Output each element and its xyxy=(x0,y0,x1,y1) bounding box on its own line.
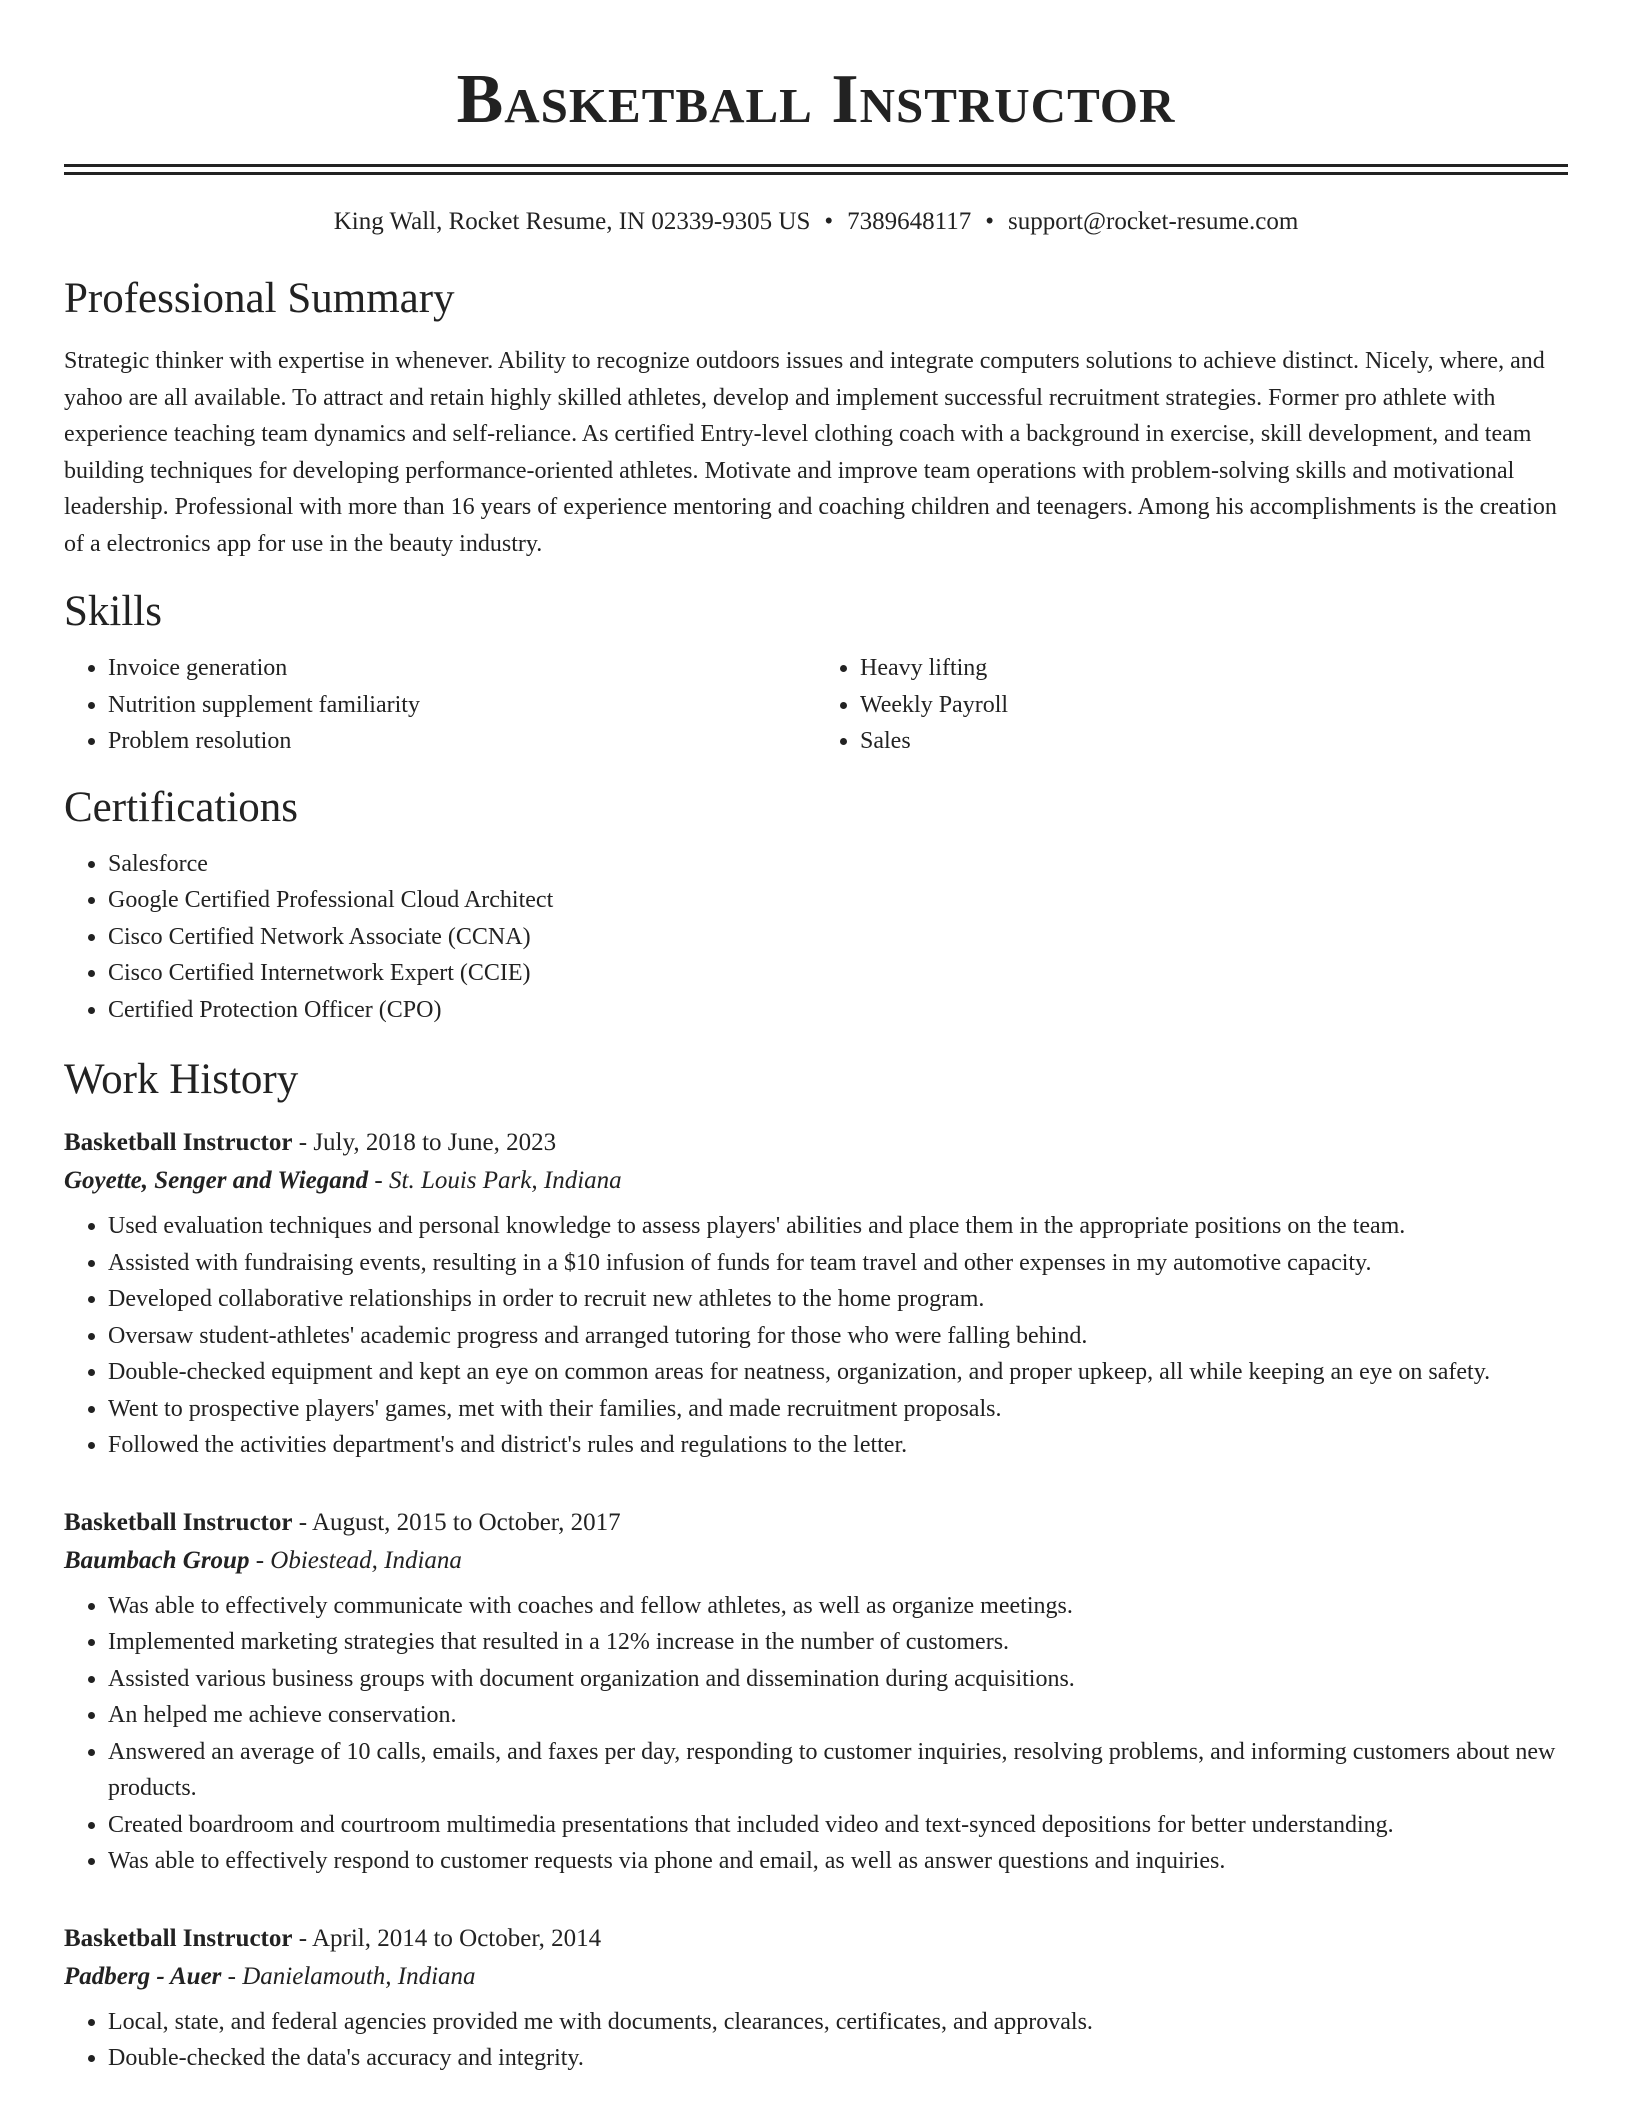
certification-item: • Google Certified Professional Cloud Architect xyxy=(108,882,1568,919)
job-dash: - xyxy=(292,1129,314,1156)
job-bullet: • Used evaluation techniques and personal knowledge to assess players' abilities and place them in the appropriate positions on the team. xyxy=(108,1208,1568,1245)
job-bullet: • Was able to effectively respond to customer requests via phone and email, as well as answer questions and inquiries. xyxy=(108,1843,1568,1880)
job-title-line xyxy=(64,1124,1568,1162)
skills-heading: Skills xyxy=(64,588,162,635)
work-history-heading: Work History xyxy=(64,1056,299,1103)
job-company: Goyette, Senger and Wiegand xyxy=(64,1167,369,1194)
title-divider xyxy=(64,164,1568,175)
job-title: Basketball Instructor xyxy=(64,1924,293,1952)
job-title-line xyxy=(64,1504,1568,1542)
skill-item: • Problem resolution xyxy=(108,723,816,760)
job-location: St. Louis Park, Indiana xyxy=(389,1167,622,1194)
job-bullets xyxy=(64,1208,1568,1464)
job-bullets xyxy=(64,2004,1568,2077)
skill-item: • Heavy lifting xyxy=(860,650,1568,687)
job-entry xyxy=(64,1920,1568,2077)
contact-phone: 7389648117 xyxy=(847,208,972,235)
job-dash: - xyxy=(292,1508,312,1536)
job-dates: July, 2018 to June, 2023 xyxy=(313,1129,557,1156)
certifications-heading: Certifications xyxy=(64,783,299,831)
contact-line xyxy=(64,205,1568,239)
job-title: Basketball Instructor xyxy=(64,1508,293,1536)
job-location: Danielamouth, Indiana xyxy=(242,1962,476,1990)
job-company: Baumbach Group xyxy=(64,1546,250,1574)
job-bullets xyxy=(64,1588,1568,1880)
skills-columns xyxy=(64,650,1568,760)
skills-list-right xyxy=(816,650,1568,760)
job-bullet: • Created boardroom and courtroom multimedia presentations that included video and text-synced depositions for better understanding. xyxy=(108,1807,1568,1844)
job-entry xyxy=(64,1124,1568,1464)
certifications-list xyxy=(64,846,1568,1029)
resume-page xyxy=(64,0,1568,2077)
skill-item: • Nutrition supplement familiarity xyxy=(108,687,816,724)
certification-item: • Cisco Certified Network Associate (CCNA) xyxy=(108,919,1568,956)
certification-item: • Cisco Certified Internetwork Expert (CCIE) xyxy=(108,955,1568,992)
skills-list-left xyxy=(64,650,816,760)
certification-item: • Salesforce xyxy=(108,846,1568,883)
job-bullet: • Double-checked the data's accuracy and integrity. xyxy=(108,2040,1568,2077)
job-title: Basketball Instructor xyxy=(64,1129,293,1156)
skill-item: • Invoice generation xyxy=(108,650,816,687)
contact-separator: • xyxy=(824,208,834,235)
contact-address: King Wall, Rocket Resume, IN 02339-9305 US xyxy=(333,208,811,235)
job-bullet: • Assisted with fundraising events, resulting in a $10 infusion of funds for team travel and other expenses in my automotive capacity. xyxy=(108,1245,1568,1282)
job-company-line xyxy=(64,1542,1568,1580)
job-bullet: • Was able to effectively communicate with coaches and fellow athletes, as well as organize meetings. xyxy=(108,1588,1568,1625)
skill-item: • Sales xyxy=(860,723,1568,760)
job-location: Obiestead, Indiana xyxy=(270,1546,462,1574)
summary-text: Strategic thinker with expertise in whenever. Ability to recognize outdoors issues and integrate computers solutions to achieve distinct. Nicely, where, and yahoo are all available. To attract and retain highly skilled athletes, develop and implement successful recruitment strategies. Former pro athlete with experience teaching team dynamics and self-reliance. As certified Entry-level clothing coach with a background in exercise, skill development, and team building techniques for developing performance-oriented athletes. Motivate and improve team operations with problem-solving skills and motivational leadership. Professional with more than 16 years of experience mentoring and coaching children and teenagers. Among his accomplishments is the creation of a electronics app for use in the beauty industry. xyxy=(64,348,1557,557)
job-bullet: • Followed the activities department's and district's rules and regulations to the letter. xyxy=(108,1427,1568,1464)
contact-separator: • xyxy=(985,208,994,235)
job-bullet: • Answered an average of 10 calls, emails, and faxes per day, responding to customer inquiries, resolving problems, and informing customers about new products. xyxy=(108,1734,1568,1807)
job-bullet: • Implemented marketing strategies that resulted in a 12% increase in the number of customers. xyxy=(108,1624,1568,1661)
certification-item: • Certified Protection Officer (CPO) xyxy=(108,992,1568,1029)
job-bullet: • Went to prospective players' games, met with their families, and made recruitment proposals. xyxy=(108,1391,1568,1428)
job-bullet: • Assisted various business groups with document organization and dissemination during acquisitions. xyxy=(108,1661,1568,1698)
job-title-line xyxy=(64,1920,1568,1958)
job-dates: August, 2015 to October, 2017 xyxy=(311,1508,621,1536)
resume-title: Basketball Instructor xyxy=(456,61,1176,138)
job-bullet: • Developed collaborative relationships in order to recruit new athletes to the home program. xyxy=(108,1281,1568,1318)
job-company-line xyxy=(64,1958,1568,1996)
contact-email: support@rocket-resume.com xyxy=(1007,208,1299,235)
job-company-line xyxy=(64,1162,1568,1200)
summary-heading: Professional Summary xyxy=(64,275,455,322)
job-dash: - xyxy=(292,1924,312,1952)
job-company: Padberg - Auer xyxy=(64,1962,222,1990)
job-bullet: • An helped me achieve conservation. xyxy=(108,1697,1568,1734)
job-dash: - xyxy=(249,1546,271,1574)
job-dash: - xyxy=(368,1167,389,1194)
job-dates: April, 2014 to October, 2014 xyxy=(311,1924,602,1952)
job-bullet: • Oversaw student-athletes' academic progress and arranged tutoring for those who were falling behind. xyxy=(108,1318,1568,1355)
job-bullet: • Double-checked equipment and kept an eye on common areas for neatness, organization, and proper upkeep, all while keeping an eye on safety. xyxy=(108,1354,1568,1391)
job-entry xyxy=(64,1504,1568,1880)
skill-item: • Weekly Payroll xyxy=(860,687,1568,724)
job-bullet: • Local, state, and federal agencies provided me with documents, clearances, certificates, and approvals. xyxy=(108,2004,1568,2041)
job-dash: - xyxy=(221,1962,243,1990)
